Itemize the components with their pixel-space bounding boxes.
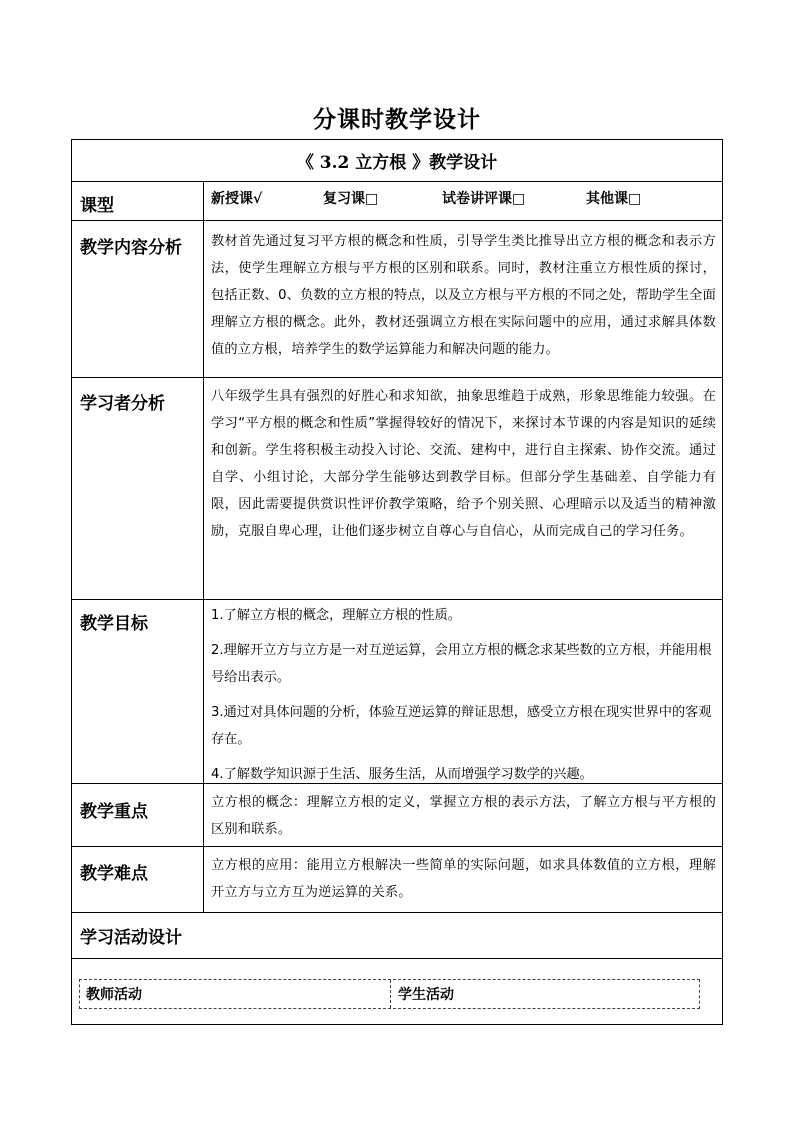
objective-item: 2.理解开立方与立方是一对互逆运算，会用立方根的概念求某些数的立方根，并能用根号给出表示。 bbox=[211, 643, 712, 685]
student-activity-header: 学生活动 bbox=[398, 987, 454, 1003]
content-analysis-label: 教学内容分析 bbox=[80, 238, 182, 258]
course-type-option-exam: 试卷讲评课□ bbox=[442, 191, 526, 207]
activity-columns-box bbox=[79, 979, 700, 1009]
objectives-label: 教学目标 bbox=[80, 614, 148, 634]
key-points-text: 立方根的概念：理解立方根的定义，掌握立方根的表示方法，了解立方根与平方根的区别和联系。 bbox=[211, 795, 716, 837]
page-title: 分课时教学设计 bbox=[313, 106, 481, 133]
design-title: 《 3.2 立方根 》教学设计 bbox=[296, 153, 498, 173]
difficulties-text: 立方根的应用：能用立方根解决一些简单的实际问题，如求具体数值的立方根，理解开立方与立方互为逆运算的关系。 bbox=[211, 858, 716, 900]
objective-item: 1.了解立方根的概念，理解立方根的性质。 bbox=[211, 608, 461, 623]
objectives-list bbox=[211, 602, 716, 788]
course-type-option-new: 新授课√ bbox=[211, 191, 263, 207]
row-divider bbox=[72, 599, 722, 600]
objective-item: 3.通过对具体问题的分析，体验互逆运算的辩证思想，感受立方根在现实世界中的客观存在。 bbox=[211, 705, 712, 747]
row-divider bbox=[72, 377, 722, 378]
course-type-option-review: 复习课□ bbox=[323, 191, 379, 207]
row-divider bbox=[72, 958, 722, 959]
course-type-label: 课型 bbox=[80, 196, 114, 216]
objective-item: 4.了解数学知识源于生活、服务生活，从而增强学习数学的兴趣。 bbox=[211, 767, 593, 782]
activity-column-divider bbox=[390, 980, 391, 1008]
activity-design-label: 学习活动设计 bbox=[80, 928, 182, 948]
row-divider bbox=[72, 912, 722, 913]
difficulties-label: 教学难点 bbox=[80, 864, 148, 884]
key-points-label: 教学重点 bbox=[80, 802, 148, 822]
row-divider bbox=[72, 181, 722, 182]
learner-analysis-label: 学习者分析 bbox=[80, 394, 165, 414]
row-divider bbox=[72, 846, 722, 847]
course-type-option-other: 其他课□ bbox=[586, 191, 642, 207]
learner-analysis-text: 八年级学生具有强烈的好胜心和求知欲，抽象思维趋于成熟，形象思维能力较强。在学习“平方根的概念和性质”掌握得较好的情况下，来探讨本节课的内容是知识的延续和创新。学生将积极主动投入讨论、交流、建构中，进行自主探索、协作交流。通过自学、小组讨论，大部分学生能够达到教学目标。但部分学生基础差、自学能力有限，因此需要提供赏识性评价教学策略，给予个别关照、心理暗示以及适当的精神激励，克服自卑心理，让他们逐步树立自尊心与自信心，从而完成自己的学习任务。 bbox=[211, 389, 716, 539]
content-analysis-text: 教材首先通过复习平方根的概念和性质，引导学生类比推导出立方根的概念和表示方法，使学生理解立方根与平方根的区别和联系。同时，教材注重立方根性质的探讨，包括正数、0、负数的立方根的特点，以及立方根与平方根的不同之处，帮助学生全面理解立方根的概念。此外，教材还强调立方根在实际问题中的应用，通过求解具体数值的立方根，培养学生的数学运算能力和解决问题的能力。 bbox=[211, 234, 716, 357]
lesson-design-table bbox=[71, 139, 723, 1025]
column-divider bbox=[203, 181, 204, 912]
row-divider bbox=[72, 220, 722, 221]
teacher-activity-header: 教师活动 bbox=[86, 987, 142, 1003]
